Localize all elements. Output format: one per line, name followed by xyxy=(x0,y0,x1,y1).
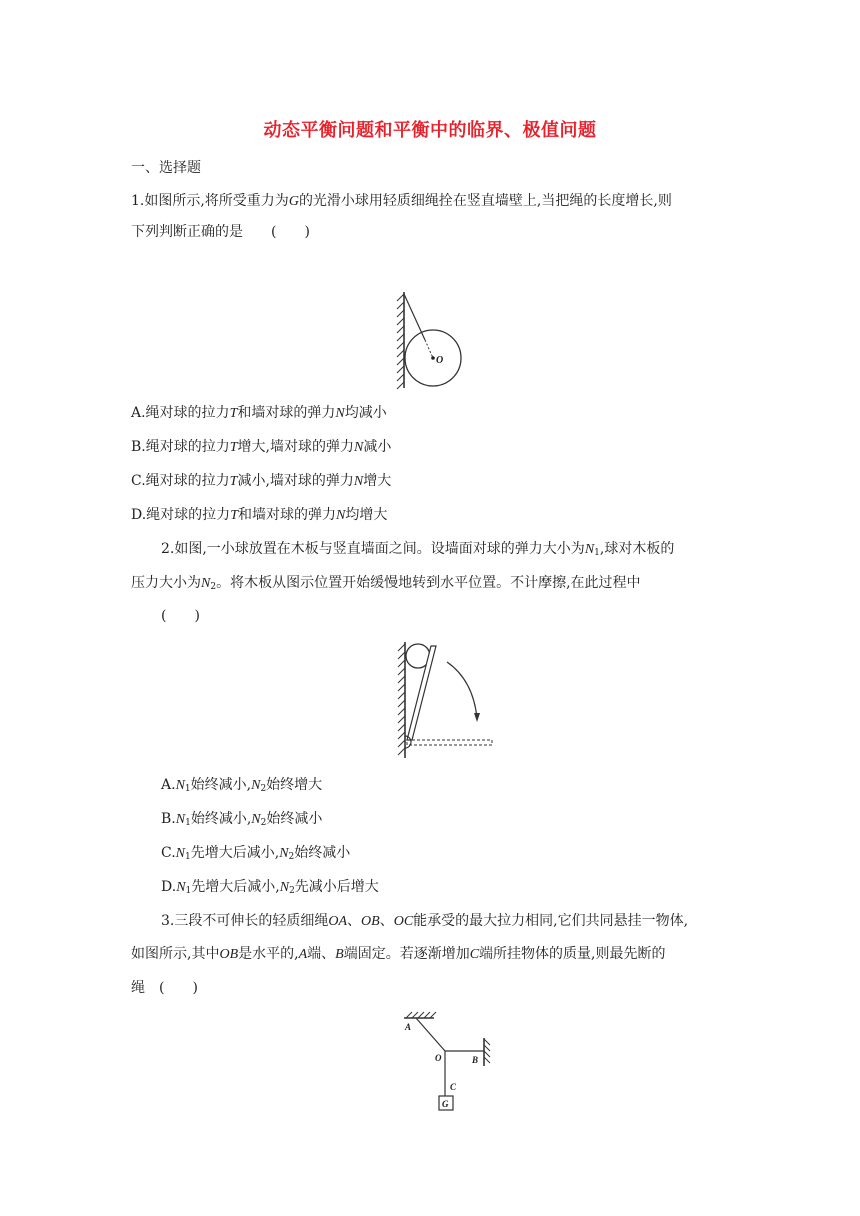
rope xyxy=(404,294,425,340)
rotation-arrow xyxy=(447,662,477,718)
q2-option-d[interactable]: $D.N_1$先增大后减小$,N_2$先减小后增大 xyxy=(161,879,379,896)
ceiling-hatching xyxy=(404,1012,436,1018)
var-g: G xyxy=(288,194,299,209)
svg-text:O: O xyxy=(435,1053,442,1063)
section-heading: 一、选择题 xyxy=(131,160,201,176)
svg-text:G: G xyxy=(442,1099,449,1109)
q1-stem-line2: 下列判断正确的是 ( ) xyxy=(131,224,310,240)
page-title: 动态平衡问题和平衡中的临界、极值问题 xyxy=(263,120,597,141)
q1-option-a[interactable]: A.绳对球的拉力T和墙对球的弹力N均减小 xyxy=(131,405,387,421)
svg-text:A: A xyxy=(405,1022,412,1032)
q1-figure xyxy=(395,288,475,398)
q2-figure xyxy=(395,640,500,765)
q2-stem-line2: 压力大小为$N_2$。将木板从图示位置开始缓慢地转到水平位置。不计摩擦,在此过程中 xyxy=(131,575,641,592)
wall-hatching xyxy=(484,1038,490,1066)
svg-text:C: C xyxy=(450,1082,457,1092)
q2-option-a[interactable]: $A.N_1$始终减小$,N_2$始终增大 xyxy=(161,777,323,794)
wall-hatching xyxy=(397,292,404,389)
q1-option-b[interactable]: B.绳对球的拉力T增大,墙对球的弹力N减小 xyxy=(131,439,392,455)
svg-text:O: O xyxy=(436,355,444,366)
q3-stem-line1: 3.三段不可伸长的轻质细绳OA、OB、OC能承受的最大拉力相同,它们共同悬挂一物体, xyxy=(161,913,689,929)
q1-option-d[interactable]: D.绳对球的拉力T和墙对球的弹力N均增大 xyxy=(131,507,388,523)
q2-option-b[interactable]: $B.N_1$始终减小$,N_2$始终减小 xyxy=(161,811,323,828)
q2-answer-blank: ( ) xyxy=(161,608,200,624)
q2-stem-line1: 2.如图,一小球放置在木板与竖直墙面之间。设墙面对球的弹力大小为$N_1$,球对木板的 xyxy=(161,541,675,558)
q3-figure xyxy=(400,1008,500,1114)
svg-text:B: B xyxy=(472,1055,479,1065)
rope-oa xyxy=(416,1018,445,1051)
q1-option-c[interactable]: C.绳对球的拉力T减小,墙对球的弹力N增大 xyxy=(131,473,392,489)
q1-stem-line1: 1.如图所示,将所受重力为G的光滑小球用轻质细绳拴在竖直墙壁上,当把绳的长度增长,则 xyxy=(131,193,672,209)
wall-hatching xyxy=(398,642,405,758)
q3-stem-line3: 绳 ( ) xyxy=(131,980,198,996)
board xyxy=(407,646,436,740)
board-final-position xyxy=(407,740,492,745)
q2-option-c[interactable]: $C.N_1$先增大后减小$,N_2$始终减小 xyxy=(161,845,351,862)
q3-stem-line2: 如图所示,其中OB是水平的,A端、B端固定。若逐渐增加C端所挂物体的质量,则最先断的 xyxy=(131,946,666,962)
